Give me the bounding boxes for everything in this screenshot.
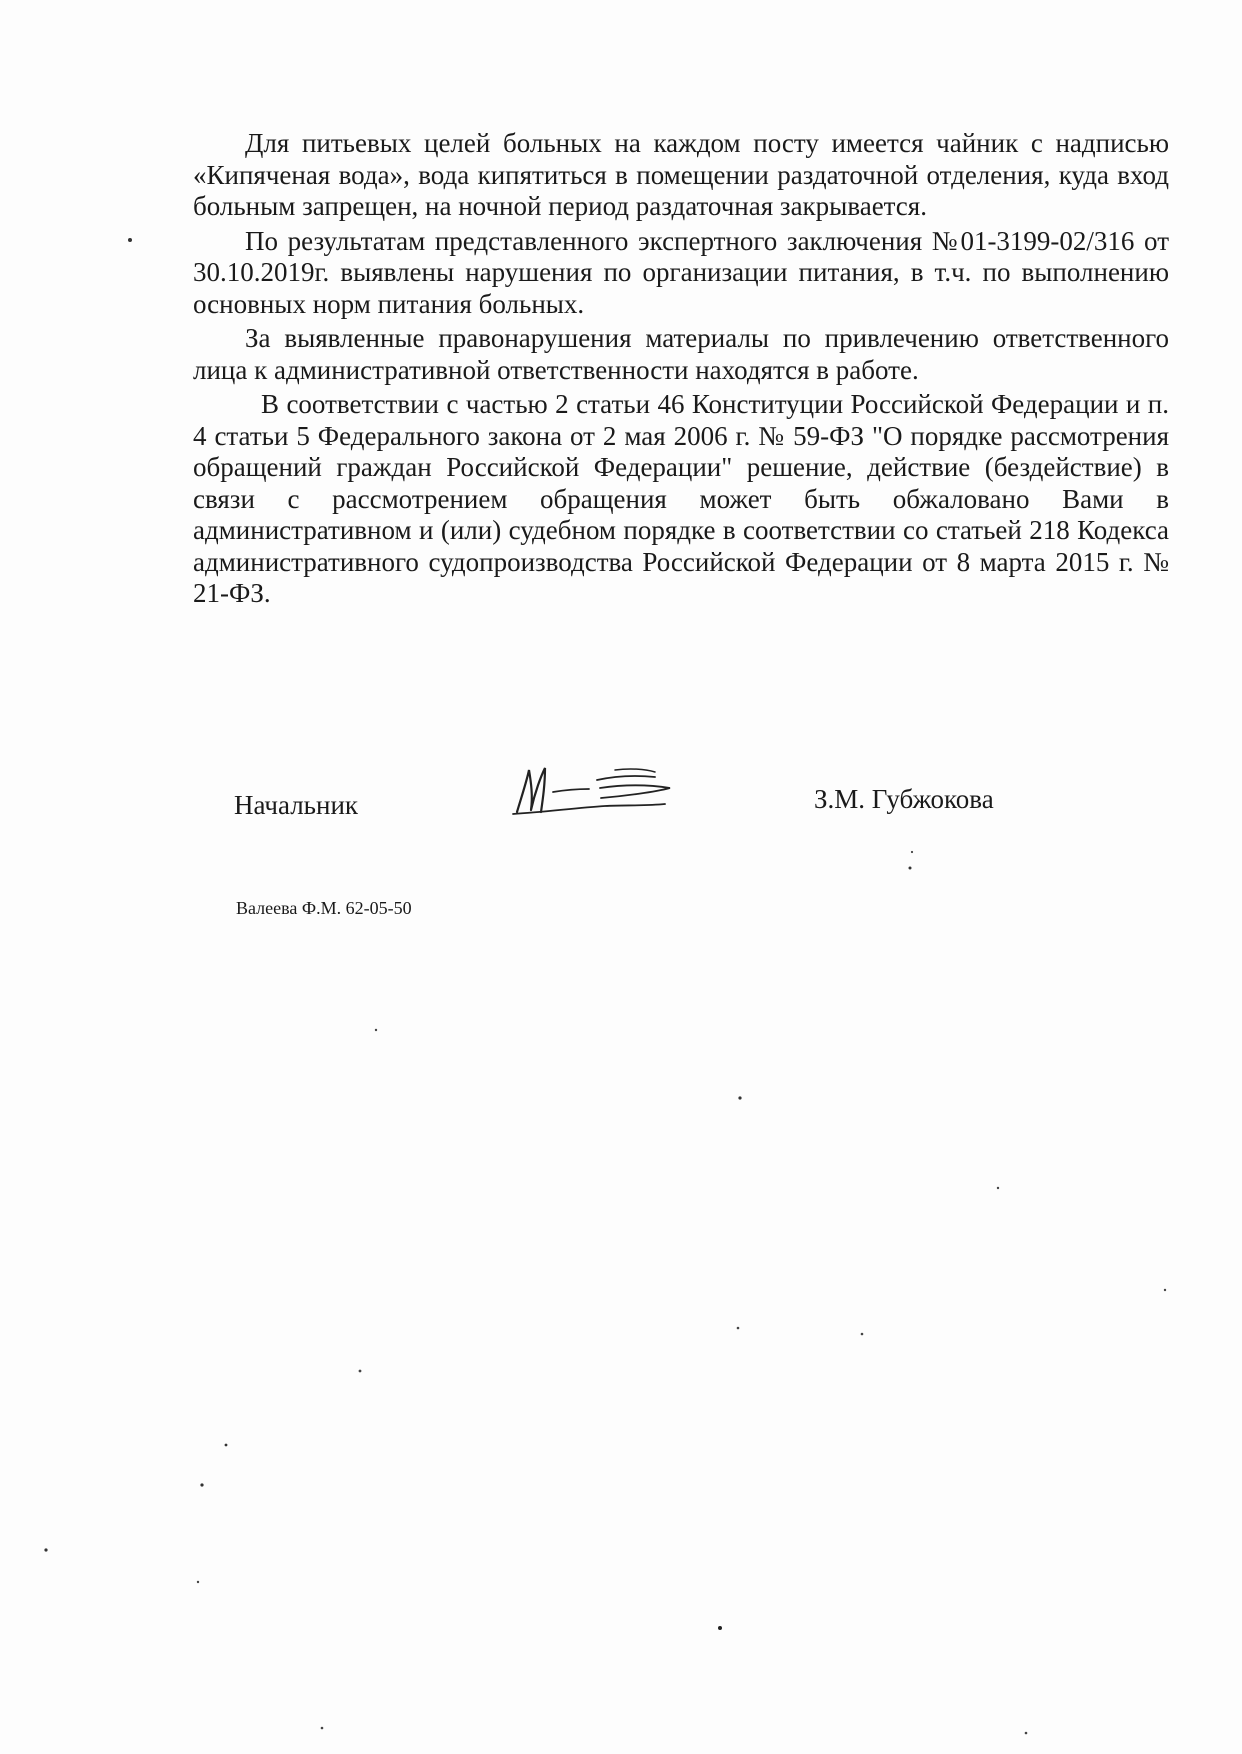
executor-contact: Валеева Ф.М. 62-05-50 (236, 898, 412, 918)
signatory-title: Начальник (234, 790, 359, 820)
signatory-name: З.М. Губжокова (814, 784, 994, 814)
letter-body (193, 128, 1169, 613)
paragraph-drinking-water: Для питьевых целей больных на каждом посту имеется чайник с надписью «Кипяченая вода», вода кипятиться в помещении раздаточной отделения, куда вход больным запрещен, на ночной период раздаточная закрывается. (193, 128, 1169, 221)
paragraph-expert-conclusion: По результатам представленного экспертного заключения №01-3199-02/316 от 30.10.2019г. выявлены нарушения по организации питания, в т.ч. по выполнению основных норм питания больных. (193, 225, 1169, 319)
paragraph-violations: За выявленные правонарушения материалы по привлечению ответственного лица к административной ответственности находятся в работе. (193, 323, 1169, 385)
handwritten-signature (505, 762, 685, 822)
paragraph-appeal-rights: В соответствии с частью 2 статьи 46 Конституции Российской Федерации и п. 4 статьи 5 Федерального закона от 2 мая 2006 г. № 59-ФЗ "О порядке рассмотрения обращений граждан Российской Федерации" решение, действие (бездействие) в связи с рассмотрением обращения может быть обжаловано Вами в административном и (или) судебном порядке в соответствии со статьей 218 Кодекса административного судопроизводства Российской Федерации от 8 марта 2015 г. № 21-ФЗ. (193, 389, 1169, 608)
